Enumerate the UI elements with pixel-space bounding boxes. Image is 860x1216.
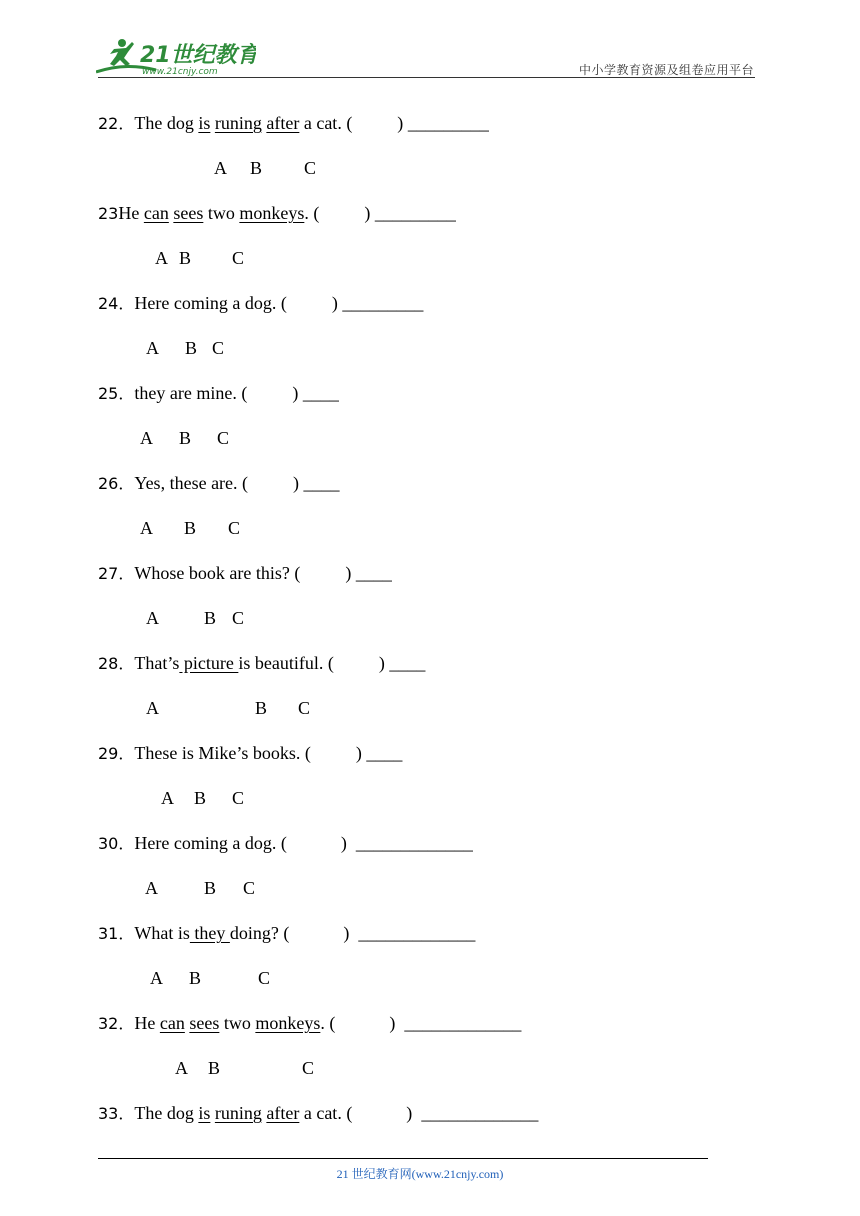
question-line [98, 1012, 521, 1035]
answer-blank[interactable]: _____________ [355, 833, 473, 853]
sentence-text: these [169, 473, 207, 493]
sentence-text: . ( ) [233, 473, 304, 493]
answer-blank[interactable]: ____ [366, 743, 403, 763]
sentence-text: a [232, 293, 241, 313]
option-label-c: C [302, 1058, 315, 1078]
sentence-text: a cat. ( ) [299, 113, 408, 133]
underlined-word: after [266, 1103, 300, 1123]
sentence-text: These [134, 743, 178, 763]
sentence-text: , [160, 473, 170, 493]
option-label-b: B [204, 878, 217, 898]
question-line [98, 292, 423, 315]
underlined-word: can [159, 1013, 185, 1033]
sentence-text: coming [173, 833, 228, 853]
question-line [98, 202, 456, 225]
sentence-text: doing [229, 923, 271, 943]
sentence-text: He [118, 203, 144, 223]
option-label-b: B [194, 788, 207, 808]
question-number: 23 [98, 204, 119, 223]
option-label-a: A [161, 788, 174, 808]
answer-blank[interactable]: ____ [303, 473, 340, 493]
option-label-b: B [204, 608, 217, 628]
sentence-text: a cat. ( ) [299, 1103, 422, 1123]
sentence-text: That’s [134, 653, 180, 673]
option-label-b: B [255, 698, 268, 718]
underlined-word: after [266, 113, 300, 133]
option-label-a: A [175, 1058, 188, 1078]
sentence-text: ? ( ) [281, 563, 356, 583]
underlined-word: they [189, 923, 230, 943]
option-label-c: C [232, 788, 245, 808]
sentence-text: are [229, 563, 252, 583]
sentence-text: dog. ( ) [240, 833, 356, 853]
option-label-a: A [140, 518, 153, 538]
question-number: 31． [98, 924, 135, 943]
sentence-text: are [169, 383, 192, 403]
underlined-word: can [143, 203, 169, 223]
option-label-c: C [228, 518, 241, 538]
sentence-text: this [255, 563, 282, 583]
option-label-a: A [214, 158, 227, 178]
sentence-text: Whose book [134, 563, 225, 583]
underlined-word: runing [214, 113, 262, 133]
logo-text: 21世纪教育 [140, 43, 256, 68]
footer-text: 21 世纪教育网(www.21cnjy.com) [336, 1167, 504, 1181]
footer-divider [98, 1158, 708, 1159]
sentence-text: are [211, 473, 234, 493]
sentence-text: two [219, 1013, 256, 1033]
option-label-b: B [189, 968, 202, 988]
sentence-text: The dog [134, 113, 199, 133]
option-label-b: B [179, 248, 192, 268]
sentence-text: is [177, 923, 190, 943]
option-label-c: C [217, 428, 230, 448]
header-platform-text: 中小学教育资源及组卷应用平台 [578, 63, 754, 77]
question-line [98, 1102, 538, 1125]
sentence-text: two [203, 203, 240, 223]
logo-url: www.21cnjy.com [142, 67, 218, 77]
question-number: 30． [98, 834, 135, 853]
question-number: 33． [98, 1104, 135, 1123]
underlined-word: runing [214, 1103, 262, 1123]
answer-blank[interactable]: _____________ [421, 1103, 539, 1123]
question-number: 32． [98, 1014, 135, 1033]
sentence-text: is [181, 743, 194, 763]
question-line [98, 832, 473, 855]
option-label-c: C [212, 338, 225, 358]
sentence-text: . ( ) [318, 653, 390, 673]
answer-blank[interactable]: ____ [389, 653, 426, 673]
question-line [98, 472, 340, 495]
sentence-text: Mike’s [198, 743, 249, 763]
sentence-text: . ( ) [320, 1013, 405, 1033]
sentence-text: books. ( ) [248, 743, 367, 763]
option-label-b: B [250, 158, 263, 178]
answer-blank[interactable]: _________ [407, 113, 489, 133]
underlined-word: monkeys [255, 1013, 321, 1033]
option-label-b: B [208, 1058, 221, 1078]
sentence-text: coming [173, 293, 228, 313]
sentence-text: Here [134, 833, 170, 853]
sentence-text: a [232, 833, 241, 853]
question-number: 29． [98, 744, 135, 763]
option-label-b: B [179, 428, 192, 448]
sentence-text: What [134, 923, 174, 943]
option-label-a: A [145, 878, 158, 898]
answer-blank[interactable]: _____________ [404, 1013, 522, 1033]
underlined-word: is [198, 113, 211, 133]
underlined-word: sees [189, 1013, 220, 1033]
question-line [98, 742, 402, 765]
underlined-word: monkeys [239, 203, 305, 223]
header-divider [98, 77, 755, 78]
answer-blank[interactable]: ____ [302, 383, 339, 403]
option-label-b: B [184, 518, 197, 538]
option-label-c: C [258, 968, 271, 988]
question-line [98, 652, 425, 675]
sentence-text: dog. ( ) [240, 293, 343, 313]
runner-logo-icon [96, 36, 256, 78]
underlined-word: is [198, 1103, 211, 1123]
answer-blank[interactable]: ____ [355, 563, 392, 583]
question-line [98, 922, 475, 945]
sentence-text: Here [134, 293, 170, 313]
question-line [98, 112, 489, 135]
question-number: 28． [98, 654, 135, 673]
sentence-text: He [134, 1013, 160, 1033]
option-label-c: C [243, 878, 256, 898]
question-number: 22． [98, 114, 135, 133]
option-label-a: A [140, 428, 153, 448]
underlined-word: picture [179, 653, 239, 673]
sentence-text: beautiful [254, 653, 319, 673]
answer-blank[interactable]: _____________ [358, 923, 476, 943]
option-label-c: C [298, 698, 311, 718]
answer-blank[interactable]: _________ [342, 293, 424, 313]
site-logo [96, 36, 256, 78]
question-line [98, 382, 339, 405]
option-label-c: C [304, 158, 317, 178]
question-number: 25． [98, 384, 135, 403]
option-label-a: A [146, 338, 159, 358]
option-label-a: A [155, 248, 168, 268]
question-number: 26． [98, 474, 135, 493]
option-label-a: A [146, 698, 159, 718]
sentence-text: they [134, 383, 166, 403]
sentence-text: . ( ) [304, 203, 375, 223]
option-label-a: A [150, 968, 163, 988]
sentence-text: Yes [134, 473, 161, 493]
underlined-word: sees [173, 203, 204, 223]
question-line [98, 562, 392, 585]
option-label-c: C [232, 248, 245, 268]
sentence-text: The dog [134, 1103, 199, 1123]
sentence-text: ? ( ) [270, 923, 359, 943]
option-label-c: C [232, 608, 245, 628]
answer-blank[interactable]: _________ [374, 203, 456, 223]
question-number: 24． [98, 294, 135, 313]
sentence-text: mine [196, 383, 233, 403]
option-label-b: B [185, 338, 198, 358]
sentence-text: . ( ) [232, 383, 303, 403]
sentence-text: is [238, 653, 251, 673]
question-number: 27． [98, 564, 135, 583]
option-label-a: A [146, 608, 159, 628]
